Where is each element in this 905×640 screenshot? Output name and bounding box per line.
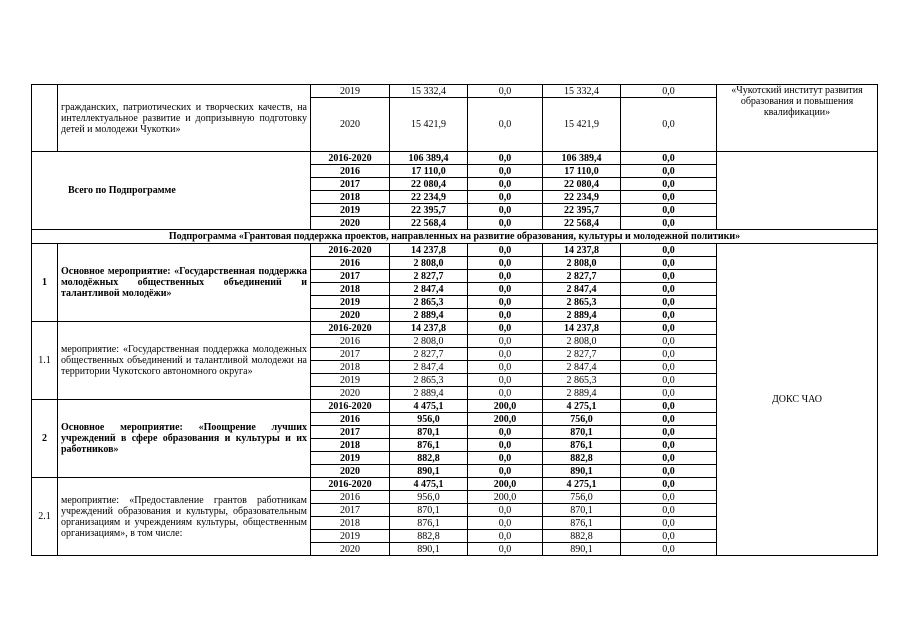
total-cell: 2 865,3	[390, 374, 468, 387]
total-cell: 876,1	[390, 517, 468, 530]
federal-cell: 0,0	[468, 296, 543, 309]
federal-cell: 0,0	[468, 257, 543, 270]
total-cell: 882,8	[390, 530, 468, 543]
other-cell: 0,0	[621, 165, 717, 178]
regional-cell: 2 808,0	[543, 257, 621, 270]
total-cell: 14 237,8	[390, 244, 468, 257]
index-cell: 2.1	[32, 478, 58, 556]
year-cell: 2020	[311, 309, 390, 322]
total-cell: 2 847,4	[390, 283, 468, 296]
year-cell: 2016-2020	[311, 152, 390, 165]
regional-cell: 2 808,0	[543, 335, 621, 348]
regional-cell: 4 275,1	[543, 478, 621, 491]
description-cell: Основное мероприятие: «Государственная поддержка молодёжных общественных объединений и талантливой молодёжи»	[58, 244, 311, 322]
other-cell: 0,0	[621, 322, 717, 335]
description-cell: гражданских, патриотических и творческих качеств, на интеллектуальное развитие и допризывную подготовку детей и молодежи Чукотки»	[58, 85, 311, 152]
federal-cell: 0,0	[468, 335, 543, 348]
year-cell: 2020	[311, 98, 390, 152]
federal-cell: 0,0	[468, 244, 543, 257]
other-cell: 0,0	[621, 204, 717, 217]
regional-cell: 22 080,4	[543, 178, 621, 191]
other-cell: 0,0	[621, 178, 717, 191]
year-cell: 2017	[311, 270, 390, 283]
index-cell: 2	[32, 400, 58, 478]
total-cell: 2 808,0	[390, 257, 468, 270]
other-cell: 0,0	[621, 478, 717, 491]
total-label-cell: Всего по Подпрограмме	[32, 152, 311, 230]
regional-cell: 882,8	[543, 452, 621, 465]
total-cell: 4 475,1	[390, 400, 468, 413]
other-cell: 0,0	[621, 517, 717, 530]
description-cell: мероприятие: «Предоставление грантов работникам учреждений образования и культуры, образовательным организациям и учреждениям культуры, общественным организациям», в том числе:	[58, 478, 311, 556]
federal-cell: 0,0	[468, 374, 543, 387]
regional-cell: 870,1	[543, 426, 621, 439]
table-body	[32, 85, 878, 556]
federal-cell: 0,0	[468, 452, 543, 465]
other-cell: 0,0	[621, 296, 717, 309]
other-cell: 0,0	[621, 426, 717, 439]
regional-cell: 14 237,8	[543, 244, 621, 257]
table-row	[32, 85, 878, 98]
total-cell: 882,8	[390, 452, 468, 465]
regional-cell: 2 847,4	[543, 361, 621, 374]
total-cell: 2 827,7	[390, 270, 468, 283]
regional-cell: 4 275,1	[543, 400, 621, 413]
other-cell: 0,0	[621, 217, 717, 230]
year-cell: 2020	[311, 387, 390, 400]
other-cell: 0,0	[621, 439, 717, 452]
year-cell: 2020	[311, 543, 390, 556]
federal-cell: 0,0	[468, 543, 543, 556]
other-cell: 0,0	[621, 270, 717, 283]
total-cell: 956,0	[390, 413, 468, 426]
year-cell: 2016-2020	[311, 322, 390, 335]
description-cell: Основное мероприятие: «Поощрение лучших учреждений в сфере образования и культуры и их работников»	[58, 400, 311, 478]
table-row	[32, 152, 878, 165]
year-cell: 2020	[311, 465, 390, 478]
regional-cell: 2 889,4	[543, 309, 621, 322]
other-cell: 0,0	[621, 400, 717, 413]
organization-cell: «Чукотский институт развития образования и повышения квалификации»	[717, 85, 878, 152]
total-cell: 22 234,9	[390, 191, 468, 204]
other-cell: 0,0	[621, 335, 717, 348]
total-cell: 2 865,3	[390, 296, 468, 309]
year-cell: 2018	[311, 361, 390, 374]
year-cell: 2020	[311, 217, 390, 230]
organization-cell: ДОКС ЧАО	[717, 244, 878, 556]
total-cell: 15 332,4	[390, 85, 468, 98]
year-cell: 2018	[311, 439, 390, 452]
federal-cell: 200,0	[468, 400, 543, 413]
total-cell: 890,1	[390, 543, 468, 556]
year-cell: 2016	[311, 491, 390, 504]
year-cell: 2019	[311, 85, 390, 98]
federal-cell: 0,0	[468, 165, 543, 178]
organization-cell	[717, 152, 878, 230]
total-cell: 2 889,4	[390, 387, 468, 400]
regional-cell: 2 827,7	[543, 270, 621, 283]
year-cell: 2016	[311, 165, 390, 178]
index-cell: 1	[32, 244, 58, 322]
year-cell: 2016-2020	[311, 244, 390, 257]
regional-cell: 14 237,8	[543, 322, 621, 335]
regional-cell: 2 889,4	[543, 387, 621, 400]
total-cell: 890,1	[390, 465, 468, 478]
other-cell: 0,0	[621, 374, 717, 387]
federal-cell: 0,0	[468, 152, 543, 165]
total-cell: 4 475,1	[390, 478, 468, 491]
other-cell: 0,0	[621, 465, 717, 478]
year-cell: 2018	[311, 517, 390, 530]
year-cell: 2016	[311, 257, 390, 270]
regional-cell: 15 332,4	[543, 85, 621, 98]
year-cell: 2017	[311, 348, 390, 361]
description-cell: мероприятие: «Государственная поддержка молодежных общественных объединений и талантливой молодежи на территории Чукотского автономного округа»	[58, 322, 311, 400]
federal-cell: 0,0	[468, 530, 543, 543]
document-page	[31, 84, 878, 556]
regional-cell: 890,1	[543, 543, 621, 556]
federal-cell: 0,0	[468, 217, 543, 230]
regional-cell: 2 865,3	[543, 374, 621, 387]
federal-cell: 0,0	[468, 426, 543, 439]
other-cell: 0,0	[621, 257, 717, 270]
year-cell: 2017	[311, 178, 390, 191]
regional-cell: 2 847,4	[543, 283, 621, 296]
federal-cell: 200,0	[468, 491, 543, 504]
year-cell: 2017	[311, 504, 390, 517]
federal-cell: 0,0	[468, 98, 543, 152]
other-cell: 0,0	[621, 504, 717, 517]
total-cell: 956,0	[390, 491, 468, 504]
total-cell: 22 395,7	[390, 204, 468, 217]
regional-cell: 2 865,3	[543, 296, 621, 309]
other-cell: 0,0	[621, 387, 717, 400]
other-cell: 0,0	[621, 543, 717, 556]
regional-cell: 22 395,7	[543, 204, 621, 217]
federal-cell: 0,0	[468, 270, 543, 283]
total-cell: 17 110,0	[390, 165, 468, 178]
subprogram-banner: Подпрограмма «Грантовая поддержка проектов, направленных на развитие образования, культуры и молодежной политики»	[32, 230, 878, 244]
index-cell: 1.1	[32, 322, 58, 400]
federal-cell: 0,0	[468, 465, 543, 478]
other-cell: 0,0	[621, 348, 717, 361]
federal-cell: 0,0	[468, 361, 543, 374]
year-cell: 2019	[311, 296, 390, 309]
other-cell: 0,0	[621, 530, 717, 543]
regional-cell: 15 421,9	[543, 98, 621, 152]
other-cell: 0,0	[621, 85, 717, 98]
year-cell: 2016-2020	[311, 400, 390, 413]
year-cell: 2019	[311, 374, 390, 387]
total-cell: 2 808,0	[390, 335, 468, 348]
regional-cell: 882,8	[543, 530, 621, 543]
total-cell: 870,1	[390, 504, 468, 517]
regional-cell: 870,1	[543, 504, 621, 517]
index-cell	[32, 85, 58, 152]
other-cell: 0,0	[621, 413, 717, 426]
year-cell: 2019	[311, 204, 390, 217]
federal-cell: 0,0	[468, 387, 543, 400]
other-cell: 0,0	[621, 309, 717, 322]
total-cell: 2 847,4	[390, 361, 468, 374]
year-cell: 2017	[311, 426, 390, 439]
federal-cell: 0,0	[468, 178, 543, 191]
other-cell: 0,0	[621, 98, 717, 152]
federal-cell: 0,0	[468, 348, 543, 361]
table-row	[32, 230, 878, 244]
other-cell: 0,0	[621, 244, 717, 257]
total-cell: 876,1	[390, 439, 468, 452]
total-cell: 22 568,4	[390, 217, 468, 230]
other-cell: 0,0	[621, 452, 717, 465]
regional-cell: 876,1	[543, 517, 621, 530]
federal-cell: 0,0	[468, 322, 543, 335]
regional-cell: 22 568,4	[543, 217, 621, 230]
federal-cell: 0,0	[468, 283, 543, 296]
other-cell: 0,0	[621, 491, 717, 504]
other-cell: 0,0	[621, 361, 717, 374]
year-cell: 2019	[311, 452, 390, 465]
regional-cell: 890,1	[543, 465, 621, 478]
total-cell: 2 827,7	[390, 348, 468, 361]
regional-cell: 22 234,9	[543, 191, 621, 204]
other-cell: 0,0	[621, 191, 717, 204]
federal-cell: 200,0	[468, 478, 543, 491]
federal-cell: 0,0	[468, 85, 543, 98]
total-cell: 870,1	[390, 426, 468, 439]
regional-cell: 756,0	[543, 413, 621, 426]
total-cell: 15 421,9	[390, 98, 468, 152]
federal-cell: 0,0	[468, 204, 543, 217]
total-cell: 2 889,4	[390, 309, 468, 322]
year-cell: 2016	[311, 413, 390, 426]
table-row	[32, 244, 878, 257]
year-cell: 2016-2020	[311, 478, 390, 491]
other-cell: 0,0	[621, 283, 717, 296]
federal-cell: 0,0	[468, 517, 543, 530]
year-cell: 2016	[311, 335, 390, 348]
regional-cell: 756,0	[543, 491, 621, 504]
other-cell: 0,0	[621, 152, 717, 165]
year-cell: 2018	[311, 191, 390, 204]
federal-cell: 0,0	[468, 504, 543, 517]
financing-table	[31, 84, 878, 556]
regional-cell: 106 389,4	[543, 152, 621, 165]
federal-cell: 0,0	[468, 191, 543, 204]
total-cell: 106 389,4	[390, 152, 468, 165]
federal-cell: 0,0	[468, 309, 543, 322]
regional-cell: 17 110,0	[543, 165, 621, 178]
regional-cell: 2 827,7	[543, 348, 621, 361]
total-cell: 22 080,4	[390, 178, 468, 191]
year-cell: 2019	[311, 530, 390, 543]
regional-cell: 876,1	[543, 439, 621, 452]
federal-cell: 0,0	[468, 439, 543, 452]
total-cell: 14 237,8	[390, 322, 468, 335]
year-cell: 2018	[311, 283, 390, 296]
federal-cell: 200,0	[468, 413, 543, 426]
